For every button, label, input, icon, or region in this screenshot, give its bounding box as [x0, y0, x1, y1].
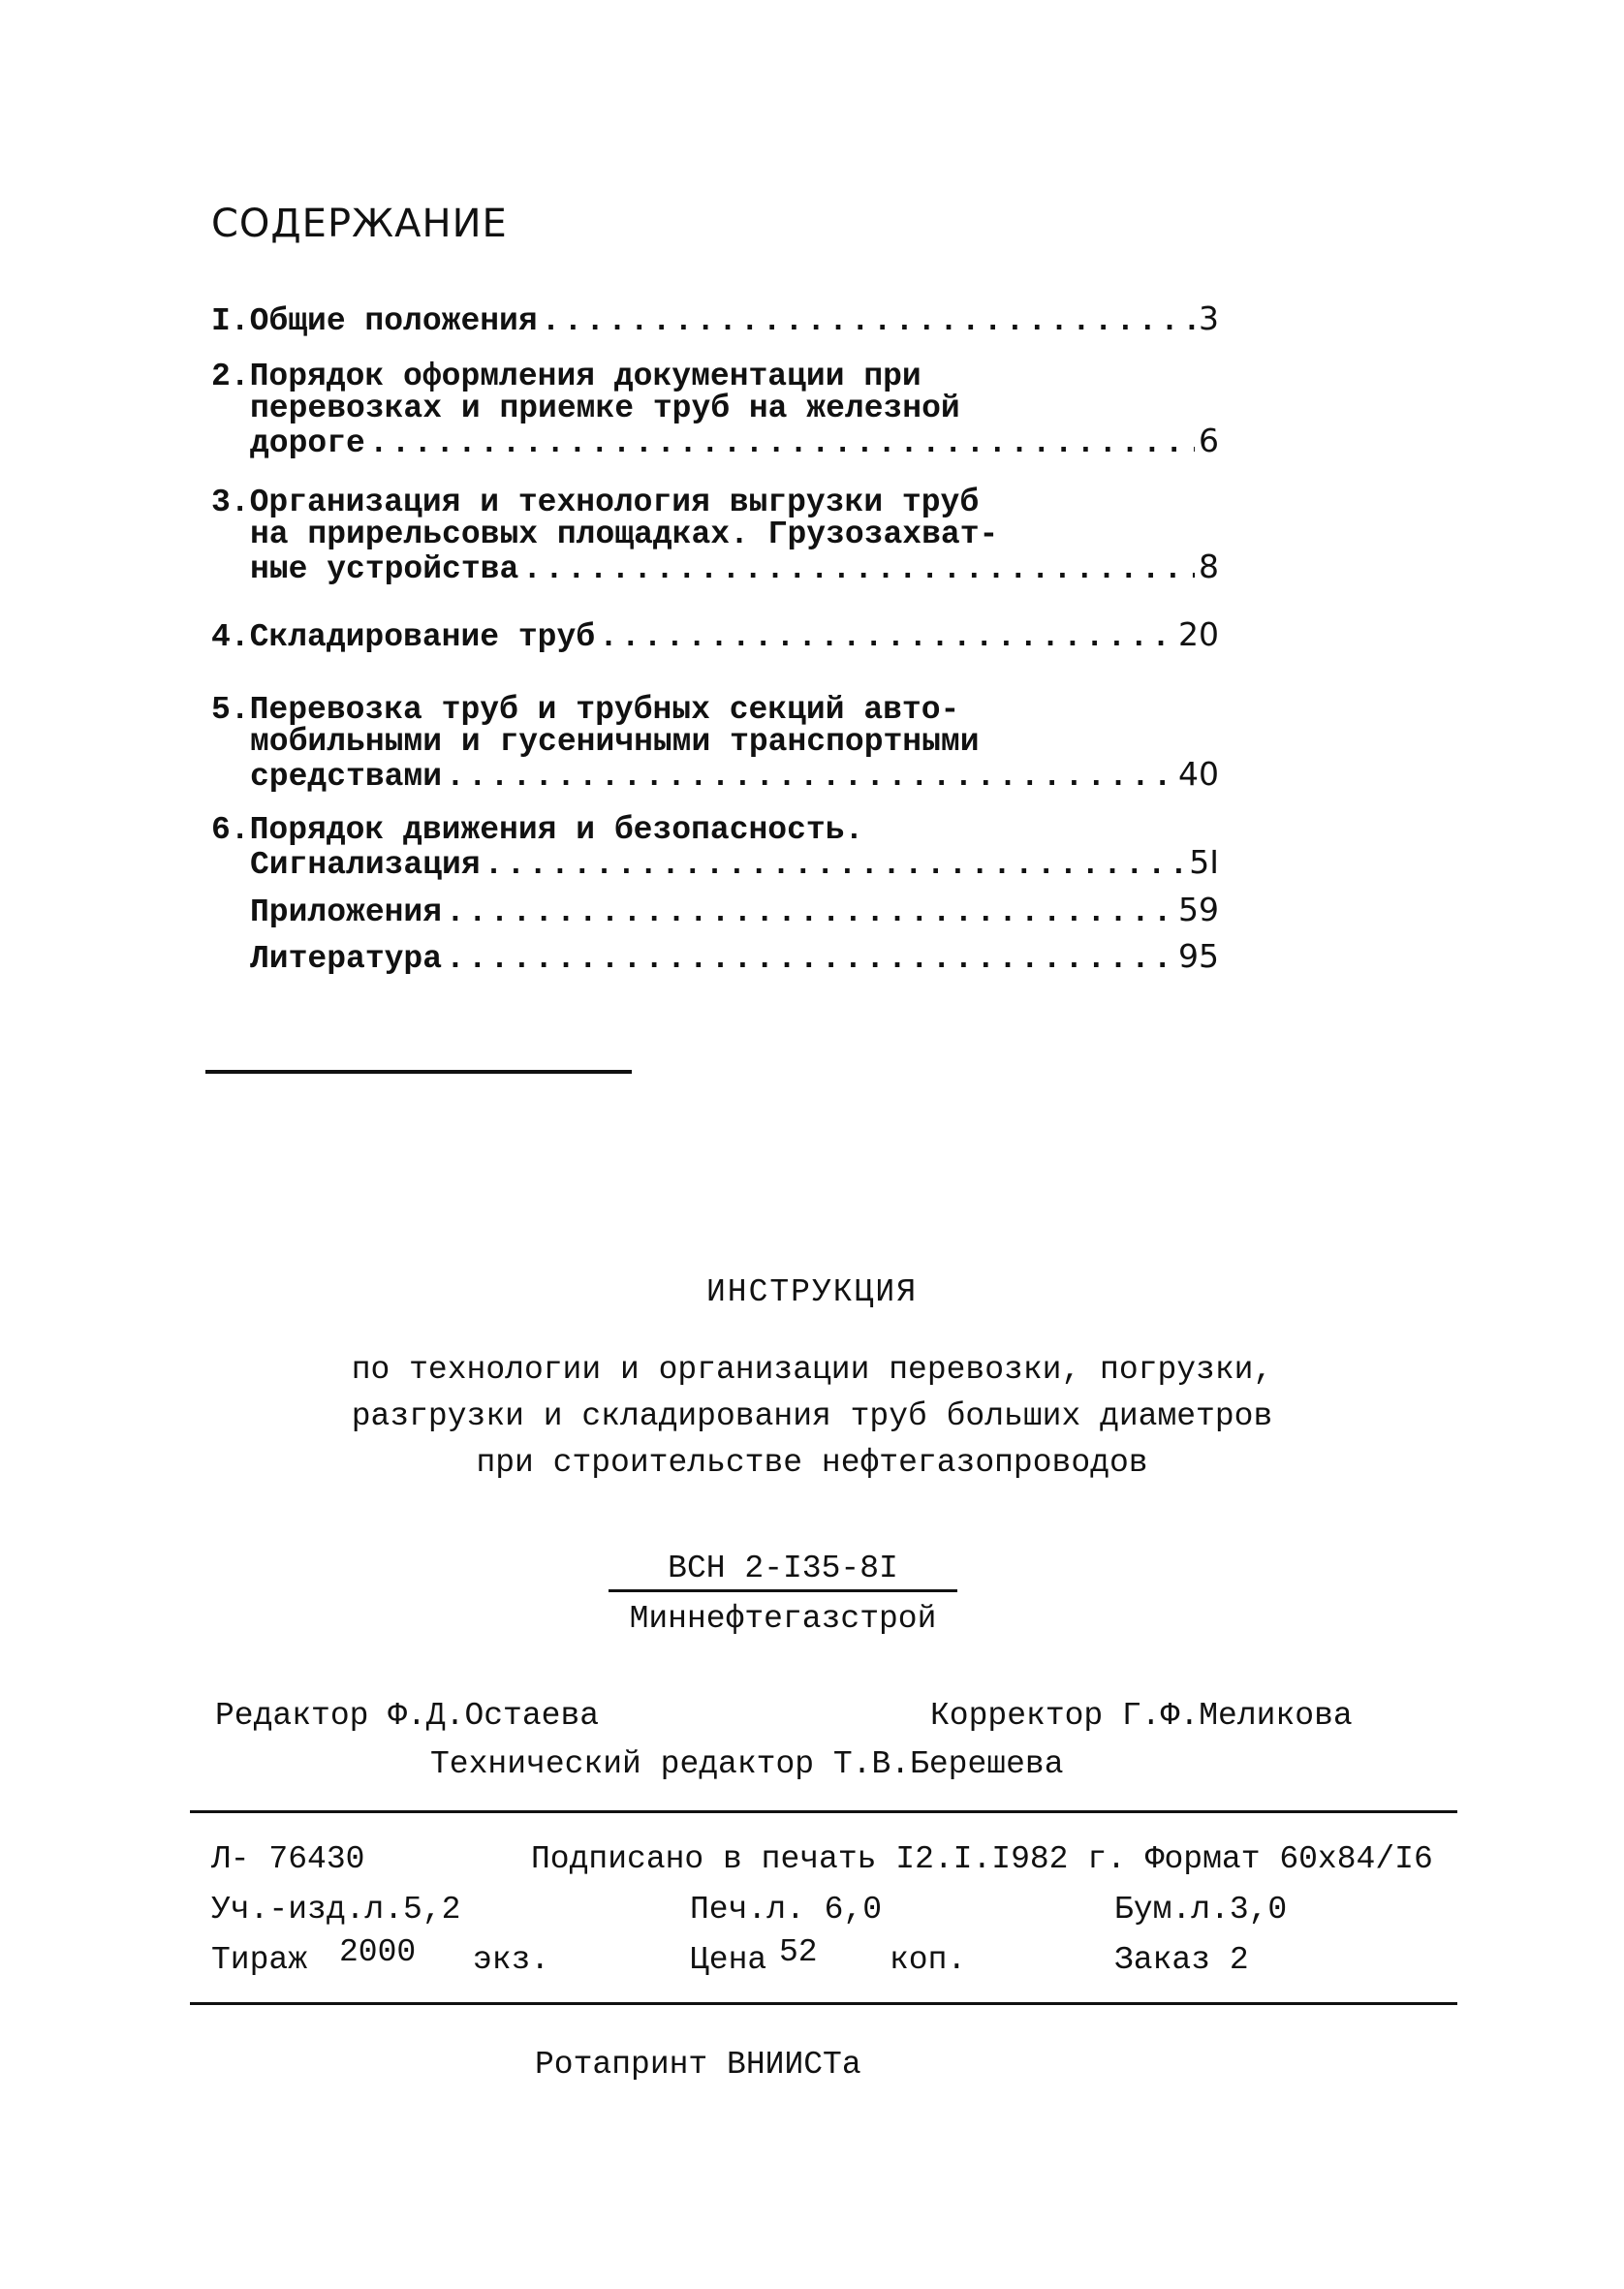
instruction-desc-line: при строительстве нефтегазопроводов — [476, 1445, 1148, 1481]
toc-leader-dots — [484, 849, 1186, 881]
toc-entry-number: 4. — [211, 619, 250, 655]
toc-entry-6 — [211, 814, 1219, 881]
toc-entry-number: 2. — [211, 359, 250, 394]
print-run-value: 2000 — [339, 1934, 417, 1970]
toc-title: СОДЕРЖАНИЕ — [211, 202, 508, 246]
editor-credit: Редактор Ф.Д.Остаева — [215, 1698, 600, 1734]
toc-page-number: 8 — [1199, 548, 1219, 585]
imprint-bottom-rule — [190, 2002, 1457, 2005]
toc-page-number: 3 — [1199, 299, 1219, 337]
toc-entry-title: Приложения — [250, 894, 443, 930]
toc-entry-line: Порядок оформления документации при — [249, 359, 921, 394]
printer-name: Ротапринт ВНИИСТа — [535, 2047, 861, 2083]
toc-page-number: 40 — [1178, 755, 1219, 793]
instruction-title: ИНСТРУКЦИЯ — [705, 1274, 919, 1310]
toc-page-number: 59 — [1178, 891, 1219, 928]
toc-entry-literature — [211, 937, 1219, 977]
toc-entry-title: Общие положения — [249, 303, 538, 339]
toc-page-number: 95 — [1178, 937, 1219, 975]
print-run-unit: экз. — [473, 1942, 550, 1978]
toc-entry-line: перевозках и приемке труб на железной — [250, 391, 960, 426]
ministry-name: Миннефтегазстрой — [629, 1601, 937, 1637]
printed-sheets: Печ.л. 6,0 — [690, 1892, 883, 1928]
toc-leader-dots — [446, 761, 1174, 793]
price-label: Цена — [690, 1942, 767, 1978]
print-run-label: Тираж — [211, 1942, 308, 1978]
paper-sheets: Бум.л.3,0 — [1114, 1892, 1288, 1928]
toc-leader-dots — [446, 896, 1174, 928]
document-code: ВСН 2-I35-8I — [609, 1549, 957, 1592]
toc-entry-title: Сигнализация — [250, 847, 481, 883]
toc-entry-number: 6. — [211, 812, 250, 848]
publishing-sheets: Уч.-изд.л.5,2 — [211, 1892, 461, 1928]
toc-entry-line: мобильными и гусеничными транспортными — [250, 724, 980, 760]
instruction-description — [0, 1347, 1624, 1487]
toc-entry-4 — [211, 615, 1219, 655]
toc-page-number: 6 — [1199, 422, 1219, 459]
imprint-top-rule — [190, 1810, 1457, 1813]
order-number: Заказ 2 — [1114, 1942, 1249, 1978]
price-value: 52 — [779, 1934, 818, 1970]
price-unit: коп. — [890, 1942, 967, 1978]
toc-entry-title: средствами — [250, 759, 443, 795]
separator-rule — [205, 1070, 632, 1074]
toc-entry-3 — [211, 486, 1219, 585]
toc-leader-dots — [369, 427, 1195, 459]
toc-page-number: 5I — [1189, 843, 1219, 881]
toc-entry-line: Организация и технология выгрузки труб — [249, 485, 980, 520]
toc-entry-title: ные устройства — [250, 551, 519, 587]
toc-entry-number: I. — [211, 303, 250, 339]
corrector-credit: Корректор Г.Ф.Меликова — [930, 1698, 1353, 1734]
order-code: Л- 76430 — [211, 1841, 365, 1877]
toc-entry-5 — [211, 694, 1219, 793]
toc-leader-dots — [542, 305, 1195, 337]
toc-entry-number: 3. — [211, 485, 250, 520]
signed-to-print: Подписано в печать I2.I.I982 г. Формат 60х84/I6 — [531, 1841, 1433, 1877]
toc-entry-title: Литература — [250, 941, 443, 977]
toc-entry-1 — [211, 299, 1219, 339]
toc-entry-line: Перевозка труб и трубных секций авто- — [249, 692, 960, 728]
toc-page-number: 20 — [1178, 615, 1219, 653]
toc-entry-title: Складирование труб — [249, 619, 596, 655]
toc-leader-dots — [522, 553, 1195, 585]
tech-editor-credit: Технический редактор Т.В.Берешева — [430, 1746, 1064, 1782]
instruction-desc-line: по технологии и организации перевозки, погрузки, — [351, 1352, 1273, 1388]
toc-leader-dots — [599, 621, 1174, 653]
toc-entry-number: 5. — [211, 692, 250, 728]
toc-entry-2 — [211, 361, 1219, 459]
toc-entry-line: на прирельсовых площадках. Грузозахват- — [250, 517, 999, 552]
toc-leader-dots — [446, 943, 1174, 975]
toc-entry-appendices — [211, 891, 1219, 930]
toc-entry-line: Порядок движения и безопасность. — [249, 812, 864, 848]
instruction-desc-line: разгрузки и складирования труб больших диаметров — [351, 1398, 1273, 1434]
toc-entry-title: дороге — [250, 425, 365, 461]
